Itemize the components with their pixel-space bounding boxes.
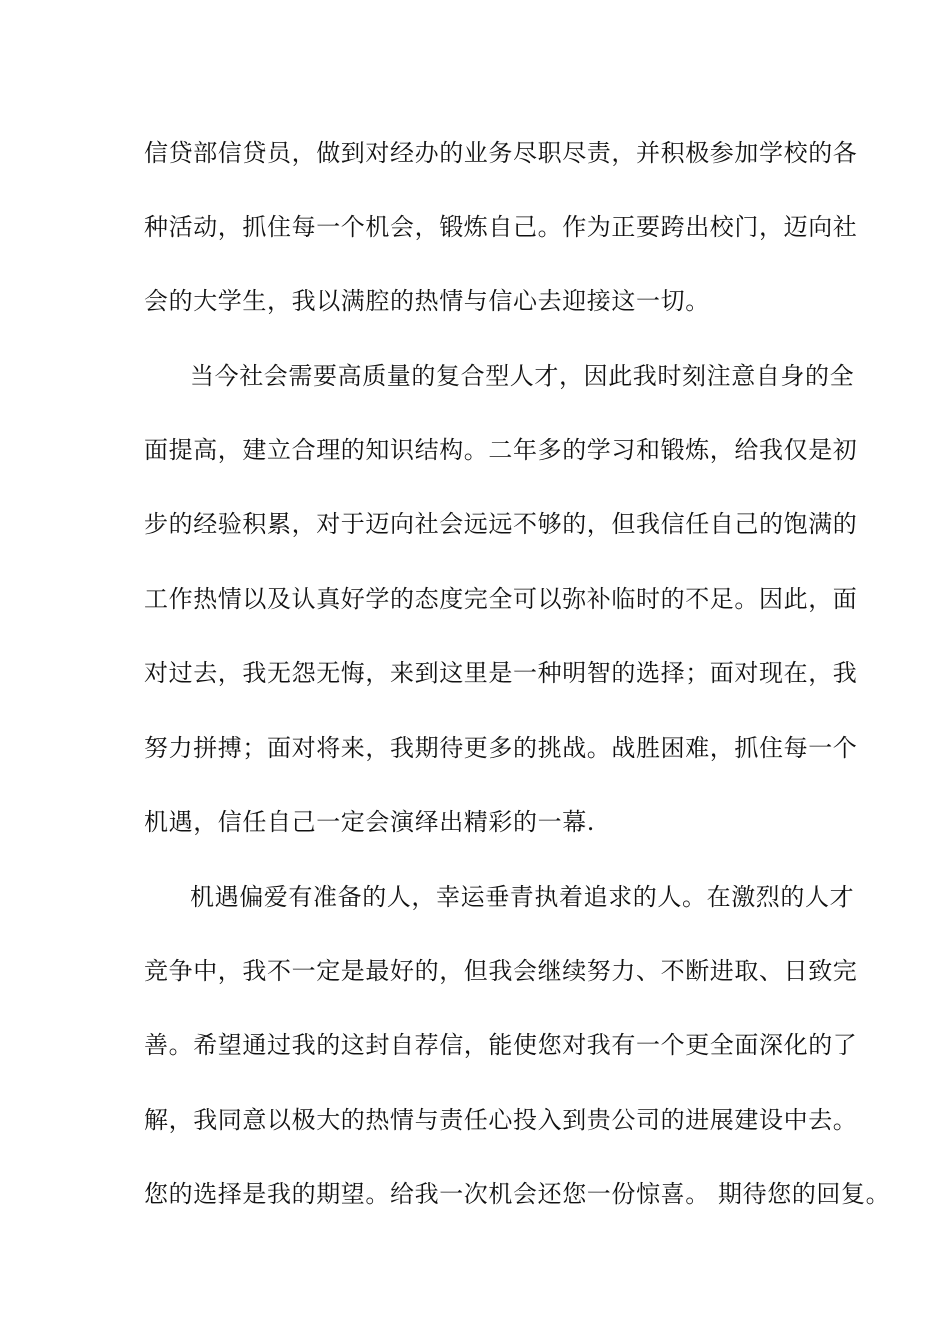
paragraph-line: 善。希望通过我的这封自荐信，能使您对我有一个更全面深化的了	[144, 1031, 858, 1059]
paragraph-first-line: 机遇偏爱有准备的人，幸运垂青执着追求的人。在激烈的人才	[190, 883, 855, 911]
paragraph-line: 努力拼搏；面对将来，我期待更多的挑战。战胜困难，抓住每一个	[144, 734, 858, 762]
paragraph-first-line: 当今社会需要高质量的复合型人才，因此我时刻注意自身的全	[190, 362, 855, 390]
paragraph-line: 机遇，信任自己一定会演绎出精彩的一幕.	[144, 808, 596, 836]
paragraph-line: 工作热情以及认真好学的态度完全可以弥补临时的不足。因此，面	[144, 585, 858, 613]
paragraph-line: 解，我同意以极大的热情与责任心投入到贵公司的进展建设中去。	[144, 1106, 858, 1134]
paragraph-line: 对过去，我无怨无悔，来到这里是一种明智的选择；面对现在，我	[144, 659, 858, 687]
paragraph-line: 竞争中，我不一定是最好的，但我会继续努力、不断进取、日致完	[144, 957, 858, 985]
paragraph-line: 步的经验积累，对于迈向社会远远不够的，但我信任自己的饱满的	[144, 510, 858, 538]
paragraph-line: 种活动，抓住每一个机会，锻炼自己。作为正要跨出校门，迈向社	[144, 213, 858, 241]
paragraph-line: 您的选择是我的期望。给我一次机会还您一份惊喜。 期待您的回复。	[144, 1180, 891, 1208]
paragraph-line: 会的大学生，我以满腔的热情与信心去迎接这一切。	[144, 287, 710, 315]
paragraph-line: 面提高，建立合理的知识结构。二年多的学习和锻炼，给我仅是初	[144, 436, 858, 464]
paragraph-line: 信贷部信贷员，做到对经办的业务尽职尽责，并积极参加学校的各	[144, 139, 858, 167]
